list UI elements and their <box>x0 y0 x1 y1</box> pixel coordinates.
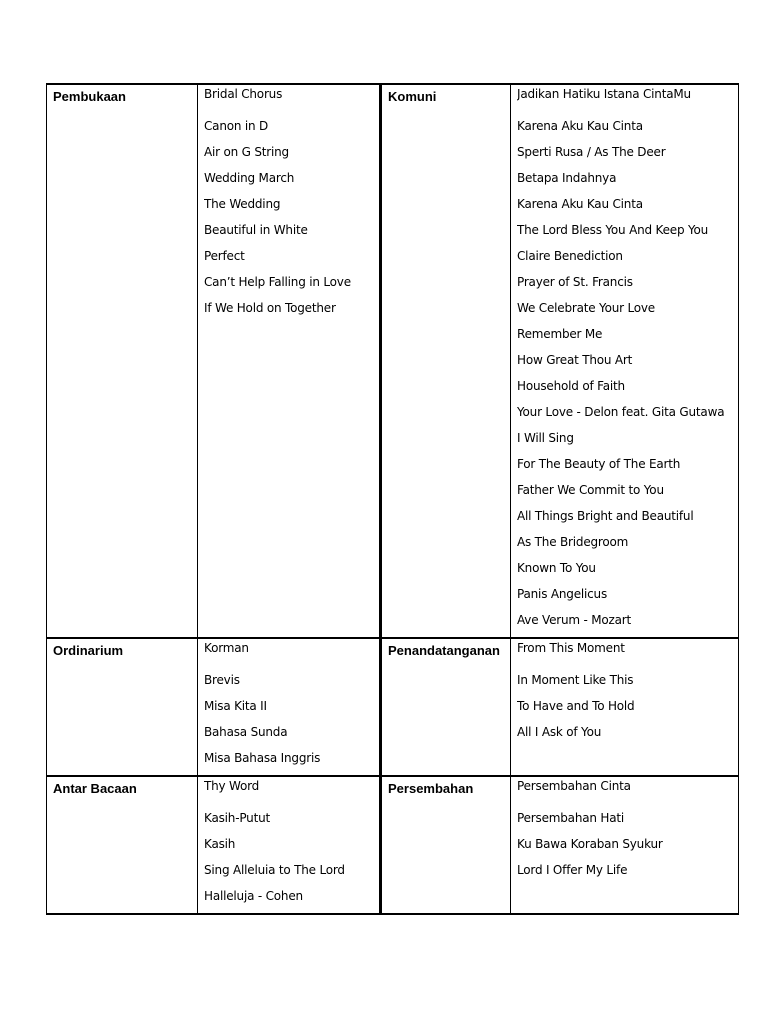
table-row-pembukaan-komuni <box>47 84 739 638</box>
list-item: I Will Sing <box>517 431 574 445</box>
list-item: Brevis <box>204 673 240 687</box>
list-item: Beautiful in White <box>204 223 308 237</box>
list-item: Household of Faith <box>517 379 625 393</box>
category-label-antar-bacaan: Antar Bacaan <box>53 781 137 796</box>
list-item: Prayer of St. Francis <box>517 275 633 289</box>
list-item: From This Moment <box>517 641 625 655</box>
category-label-penandatanganan: Penandatanganan <box>388 643 500 658</box>
list-item: Bahasa Sunda <box>204 725 288 739</box>
songs-cell <box>198 776 381 914</box>
list-item: How Great Thou Art <box>517 353 633 367</box>
list-item: Claire Benediction <box>517 249 623 263</box>
table-row-antar-bacaan-persembahan <box>47 776 739 914</box>
list-item: Panis Angelicus <box>517 587 607 601</box>
list-item: Karena Aku Kau Cinta <box>517 197 643 211</box>
category-cell <box>381 84 511 638</box>
list-item: Known To You <box>517 561 596 575</box>
category-cell <box>47 638 198 776</box>
songs-cell <box>511 638 739 776</box>
song-list-komuni <box>511 85 738 637</box>
songs-cell <box>511 84 739 638</box>
songs-cell <box>511 776 739 914</box>
list-item: Your Love - Delon feat. Gita Gutawa <box>517 405 725 419</box>
list-item: Korman <box>204 641 249 655</box>
song-list-pembukaan <box>198 85 379 325</box>
list-item: Misa Bahasa Inggris <box>204 751 321 765</box>
list-item: Persembahan Hati <box>517 811 625 825</box>
list-item: Father We Commit to You <box>517 483 664 497</box>
list-item: Misa Kita II <box>204 699 267 713</box>
list-item: Air on G String <box>204 145 289 159</box>
list-item: Wedding March <box>204 171 295 185</box>
list-item: Betapa Indahnya <box>517 171 617 185</box>
list-item: All I Ask of You <box>517 725 602 739</box>
category-label-pembukaan: Pembukaan <box>53 89 126 104</box>
list-item: Lord I Offer My Life <box>517 863 628 877</box>
list-item: All Things Bright and Beautiful <box>517 509 694 523</box>
list-item: Bridal Chorus <box>204 87 283 101</box>
list-item: Canon in D <box>204 119 269 133</box>
song-list-penandatanganan <box>511 639 738 749</box>
list-item: If We Hold on Together <box>204 301 336 315</box>
songs-cell <box>198 84 381 638</box>
category-label-ordinarium: Ordinarium <box>53 643 124 658</box>
category-cell <box>381 776 511 914</box>
list-item: We Celebrate Your Love <box>517 301 655 315</box>
list-item: Ave Verum - Mozart <box>517 613 632 627</box>
list-item: Remember Me <box>517 327 603 341</box>
list-item: Ku Bawa Koraban Syukur <box>517 837 663 851</box>
category-cell <box>47 84 198 638</box>
list-item: Karena Aku Kau Cinta <box>517 119 643 133</box>
list-item: Sing Alleluia to The Lord <box>204 863 345 877</box>
table-row-ordinarium-penandatanganan <box>47 638 739 776</box>
list-item: Jadikan Hatiku Istana CintaMu <box>517 87 691 101</box>
list-item: The Lord Bless You And Keep You <box>517 223 709 237</box>
list-item: Kasih-Putut <box>204 811 270 825</box>
list-item: Halleluja - Cohen <box>204 889 303 903</box>
list-item: For The Beauty of The Earth <box>517 457 681 471</box>
category-label-persembahan: Persembahan <box>388 781 474 796</box>
category-cell <box>381 638 511 776</box>
list-item: Can’t Help Falling in Love <box>204 275 351 289</box>
category-cell <box>47 776 198 914</box>
list-item: Sperti Rusa / As The Deer <box>517 145 666 159</box>
song-list-ordinarium <box>198 639 379 775</box>
song-table <box>46 83 739 915</box>
category-label-komuni: Komuni <box>388 89 437 104</box>
list-item: Thy Word <box>204 779 260 793</box>
list-item: Persembahan Cinta <box>517 779 631 793</box>
song-list-persembahan <box>511 777 738 887</box>
list-item: In Moment Like This <box>517 673 634 687</box>
songs-cell <box>198 638 381 776</box>
list-item: Perfect <box>204 249 245 263</box>
song-list-antar-bacaan <box>198 777 379 913</box>
list-item: As The Bridegroom <box>517 535 629 549</box>
list-item: To Have and To Hold <box>517 699 635 713</box>
list-item: Kasih <box>204 837 236 851</box>
list-item: The Wedding <box>204 197 281 211</box>
